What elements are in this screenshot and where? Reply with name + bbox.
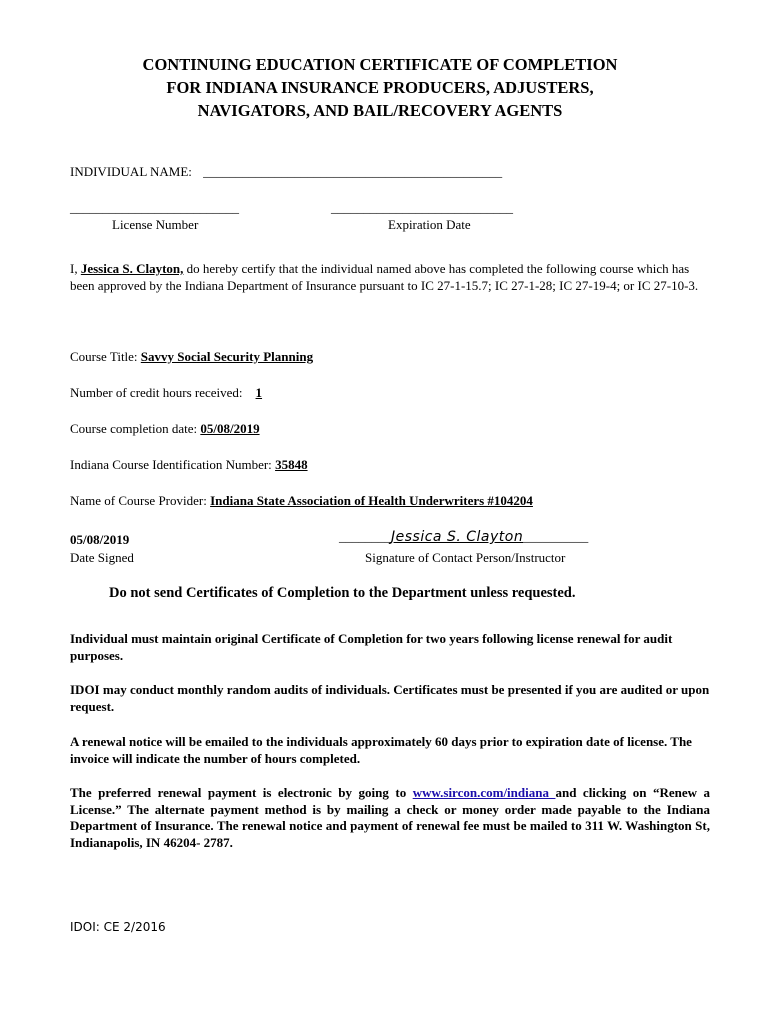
individual-name-row — [70, 163, 502, 180]
signature-line — [339, 528, 588, 546]
expiration-date-label: Expiration Date — [388, 217, 471, 232]
maintain-notice: Individual must maintain original Certificate of Completion for two years following license renewal for audit purposes. — [70, 631, 673, 663]
individual-name-label: INDIVIDUAL NAME: — [70, 164, 192, 179]
credit-hours-value: 1 — [255, 385, 263, 400]
certifier-name: Jessica S. Clayton, — [80, 261, 184, 276]
audit-notice: IDOI may conduct monthly random audits of individuals. Certificates must be presented if you are audited or upon request. — [70, 682, 710, 714]
completion-date-value: 05/08/2019 — [200, 421, 260, 436]
course-provider-row — [70, 492, 533, 509]
completion-date-label: Course completion date: — [70, 421, 201, 436]
title-line-1: CONTINUING EDUCATION CERTIFICATE OF COMPLETION — [142, 55, 618, 74]
sircon-link[interactable]: www.sircon.com/indiana — [412, 785, 556, 800]
payment-notice — [70, 785, 710, 851]
title-line-2: FOR INDIANA INSURANCE PRODUCERS, ADJUSTERS, — [166, 78, 594, 97]
license-number-blank: __________________________ — [70, 200, 239, 215]
license-number-label: License Number — [112, 217, 199, 232]
course-id-row — [70, 456, 308, 473]
individual-name-blank: ______________________________________________ — [203, 164, 503, 179]
title-line-3: NAVIGATORS, AND BAIL/RECOVERY AGENTS — [197, 101, 563, 120]
date-signed-value: 05/08/2019 — [70, 532, 130, 547]
certify-text: do hereby certify that the individual named above has completed the following course which has been approved by the Indiana Department of Insurance pursuant to IC 27-1-15.7; IC 27-1-28; IC 27-19-4; or IC 27-10-3. — [70, 261, 699, 293]
expiration-date-blank: ____________________________ — [331, 200, 513, 215]
credit-hours-row — [70, 384, 262, 401]
certificate-title — [60, 53, 700, 122]
signature-trail-blank: __________ — [523, 529, 589, 544]
do-not-send-notice: Do not send Certificates of Completion to the Department unless requested. — [109, 585, 576, 601]
course-id-label: Indiana Course Identification Number: — [70, 457, 276, 472]
date-signed-label: Date Signed — [70, 550, 134, 565]
signature-lead-blank: ________ — [339, 529, 391, 544]
completion-date-row — [70, 420, 260, 437]
course-title-row — [70, 348, 313, 365]
course-title-label: Course Title: — [70, 349, 141, 364]
certify-prefix: I, — [70, 261, 81, 276]
credit-hours-label: Number of credit hours received: — [70, 385, 243, 400]
signature-name: Jessica S. Clayton — [391, 529, 524, 545]
payment-text-post: and clicking on “Renew a License.” The alternate payment method is by mailing a check or money order made payable to the Indiana Department of Insurance. The renewal notice and payment of renewal fee must be mailed to 311 W. Washington St, Indianapolis, IN 46204- 2787. — [70, 785, 711, 850]
course-provider-label: Name of Course Provider: — [70, 493, 211, 508]
certification-statement — [70, 261, 710, 294]
signature-label: Signature of Contact Person/Instructor — [365, 550, 566, 565]
form-code: IDOI: CE 2/2016 — [70, 920, 166, 934]
course-id-value: 35848 — [275, 457, 308, 472]
renewal-notice: A renewal notice will be emailed to the individuals approximately 60 days prior to expiration date of license. The invoice will indicate the number of hours completed. — [70, 734, 692, 766]
course-title-value: Savvy Social Security Planning — [140, 349, 314, 364]
course-provider-value: Indiana State Association of Health Underwriters #104204 — [210, 493, 533, 508]
payment-text-pre: The preferred renewal payment is electronic by going to — [70, 785, 413, 800]
